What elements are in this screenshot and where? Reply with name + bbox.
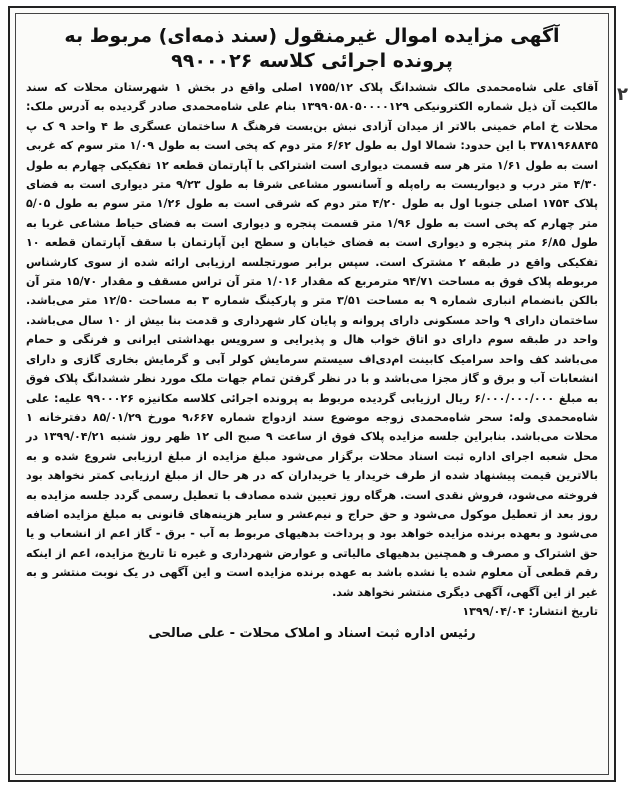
notice-inner-border — [15, 13, 609, 775]
title-line-1: آگهی مزایده اموال غیرمنقول (سند ذمه‌ای) مربوط به — [64, 25, 560, 47]
title-line-2: پرونده اجرائی کلاسه ۹۹۰۰۰۲۶ — [171, 50, 453, 72]
notice-title — [26, 24, 598, 74]
margin-mark: ۲ — [617, 84, 628, 105]
notice-body — [26, 78, 598, 602]
notice-frame — [8, 6, 616, 782]
notice-body-text: آقای علی شاه‌محمدی مالک ششدانگ پلاک ۱۷۵۵/۱۲ اصلی واقع در بخش ۱ شهرستان محلات که سند مالکیت آن ذیل شماره الکترونیکی ۱۳۹۹۰۵۸۰۵۰۰۰۰۱۲۹ بنام علی شاه‌محمدی صادر گردیده به آدرس ملک: محلات خ امام خمینی بالاتر از میدان آزادی نبش بن‌بست فرهنگ ۸ ساختمان عسگری ط ۴ واحد ۹ ک پ ۳۷۸۱۹۶۸۸۴۵ با این حدود: شمالا اول به طول ۶/۶۲ متر دوم که پخی است به طول ۱/۰۹ متر سوم که غربی است به طول ۱/۶۱ متر هر سه قسمت دیواری است اشتراکی با آپارتمان قطعه ۱۲ تفکیکی چهارم به طول ۴/۳۰ متر درب و دیواریست به راه‌پله و آسانسور مشاعی شرقا به طول ۹/۲۳ متر دیواری است به فضای پلاک ۱۷۵۴ اصلی جنوبا اول به طول ۴/۲۰ متر دوم که شرقی است به طول ۱/۲۶ متر سوم به طول ۵/۰۵ متر چهارم که پخی است به طول ۱/۹۶ متر قسمت پنجره و دیواری است به فضای حیاط مشاعی غربا به طول ۶/۸۵ متر پنجره و دیواری است به فضای خیابان و سطح این آپارتمان با سقف آپارتمان قطعه ۱۰ تفکیکی واقع در طبقه ۲ مشترک است. سپس برابر صورتجلسه ارزیابی ارائه شده از سوی کارشناس مربوطه پلاک فوق به مساحت ۹۴/۷۱ مترمربع که مقدار ۱/۰۱۶ متر آن تراس مسقف و مقدار ۱۵/۷۰ متر آن بالکن بانضمام انباری شماره ۹ به مساحت ۳/۵۱ متر و پارکینگ شماره ۳ به مساحت ۱۲/۵۰ متر می‌باشد. ساختمان دارای ۹ واحد مسکونی دارای پروانه و پایان کار شهرداری و قدمت بنا بیش از ۱۰ سال می‌باشد. واحد در طبقه سوم دارای دو اتاق خواب هال و پذیرایی و سرویس بهداشتی ایرانی و فرنگی و حمام می‌باشد کف واحد سرامیک کابینت ام‌دی‌اف سیستم سرمایش کولر آبی و گرمایش بخاری گازی و دارای انشعابات آب و برق و گاز مجزا می‌باشد و با در نظر گرفتن تمام جهات ملک مورد نظر ششدانگ پلاک فوق به مبلغ ۶/۰۰۰/۰۰۰/۰۰۰ ریال ارزیابی گردیده مربوط به پرونده اجرائی کلاسه مکانیزه ۹۹۰۰۰۲۶ علیه: علی شاه‌محمدی وله: سحر شاه‌محمدی زوجه موضوع سند ازدواج شماره ۹،۶۶۷ مورخ ۸۵/۰۱/۲۹ دفترخانه ۱ محلات می‌باشد. بنابراین جلسه مزایده پلاک فوق از ساعت ۹ صبح الی ۱۲ ظهر روز شنبه ۱۳۹۹/۰۴/۲۱ در محل شعبه اجرای اداره ثبت اسناد محلات برگزار می‌شود مبلغ مزایده از مبلغ ارزیابی شروع شده و به بالاترین قیمت پیشنهاد شده از طرف خریدار یا خریداران که در هر حال از مبلغ ارزیابی کمتر نخواهد بود فروخته می‌شود، فروش نقدی است. هرگاه روز تعیین شده مصادف با تعطیل رسمی گردد جلسه مزایده به روز بعد از تعطیل موکول می‌شود و حق حراج و نیم‌عشر و سایر هزینه‌های قانونی به مبلغ مزایده اضافه می‌شود و بعهده برنده مزایده خواهد بود و پرداخت بدهیهای مربوط به آب - برق - گاز اعم از انشعاب و یا حق اشتراک و مصرف و همچنین بدهیهای مالیاتی و عوارض شهرداری و غیره تا تاریخ مزایده، اعم از اینکه رقم قطعی آن معلوم شده یا نشده باشد به عهده برنده مزایده است و این آگهی در یک نوبت منتشر و به غیر از این آگهی، آگهی دیگری منتشر نخواهد شد. — [26, 81, 599, 599]
signature-line: رئیس اداره ثبت اسناد و املاک محلات - علی صالحی — [148, 625, 476, 641]
publish-date: تاریخ انتشار: ۱۳۹۹/۰۴/۰۴ — [462, 604, 598, 618]
